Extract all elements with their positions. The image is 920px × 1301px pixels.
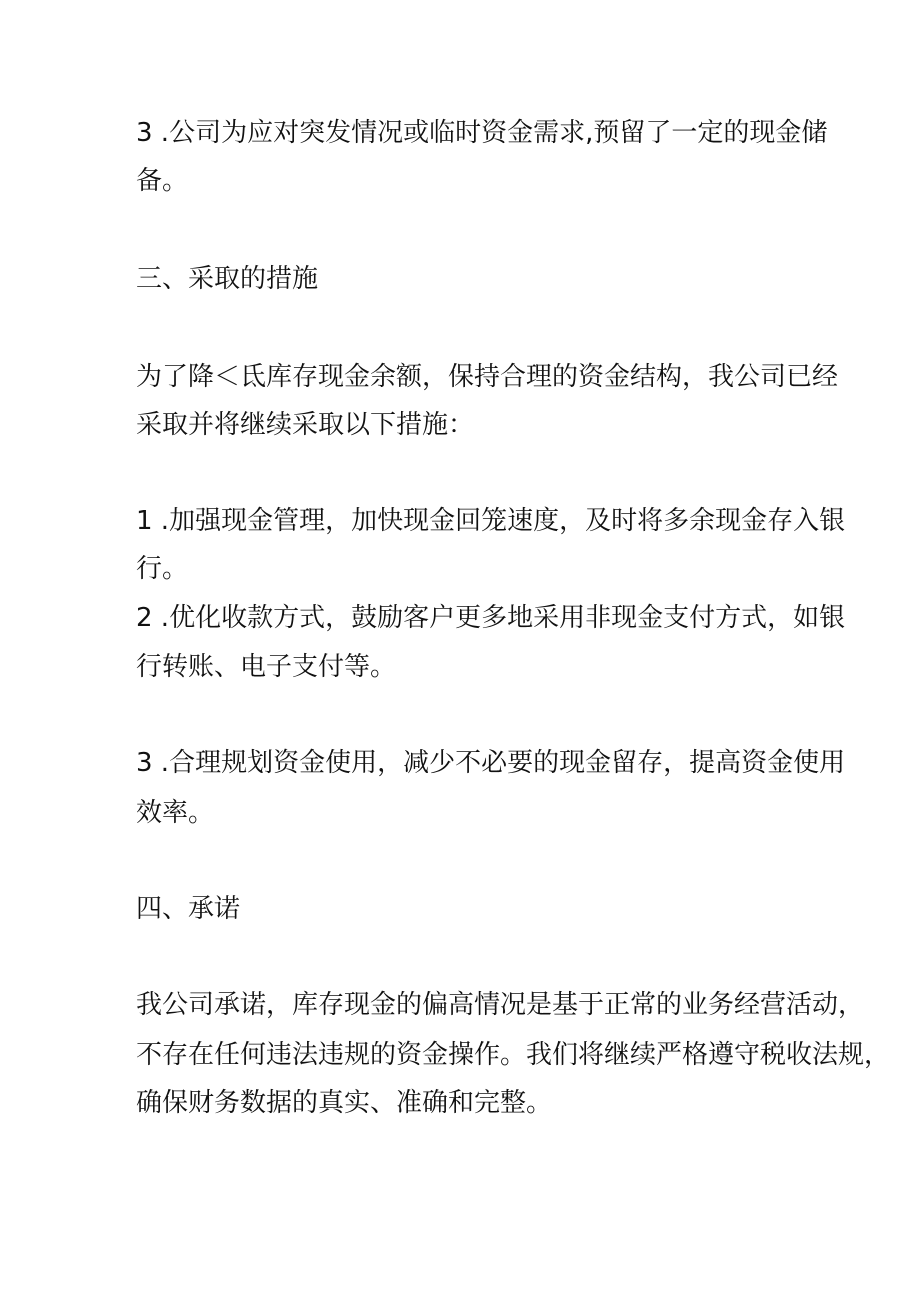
section-heading-measures: 三、采取的措施 xyxy=(136,264,319,294)
measures-intro-line-2: 采取并将继续采取以下措施： xyxy=(136,410,475,440)
item-3-reserve-line-2: 备。 xyxy=(136,166,189,196)
section-heading-commitment: 四、承诺 xyxy=(136,894,241,924)
commitment-line-2: 不存在任何违法违规的资金操作。我们将继续严格遵守税收法规， xyxy=(136,1040,891,1070)
measure-3-line-1: 3 .合理规划资金使用，减少不必要的现金留存，提高资金使用 xyxy=(136,748,846,778)
measure-1-line-2: 行。 xyxy=(136,554,189,584)
measure-1-line-1: 1 .加强现金管理，加快现金回笼速度，及时将多余现金存入银 xyxy=(136,506,846,536)
commitment-line-3: 确保财务数据的真实、准确和完整。 xyxy=(136,1088,553,1118)
commitment-line-1: 我公司承诺，库存现金的偏高情况是基于正常的业务经营活动， xyxy=(136,990,865,1020)
measure-3-line-2: 效率。 xyxy=(136,798,215,828)
measures-intro-line-1: 为了降＜氐库存现金余额，保持合理的资金结构，我公司已经 xyxy=(136,362,839,392)
measure-2-line-2: 行转账、电子支付等。 xyxy=(136,652,397,682)
measure-2-line-1: 2 .优化收款方式，鼓励客户更多地采用非现金支付方式，如银 xyxy=(136,603,846,633)
item-3-reserve-line-1: 3 .公司为应对突发情况或临时资金需求,预留了一定的现金储 xyxy=(136,118,828,148)
